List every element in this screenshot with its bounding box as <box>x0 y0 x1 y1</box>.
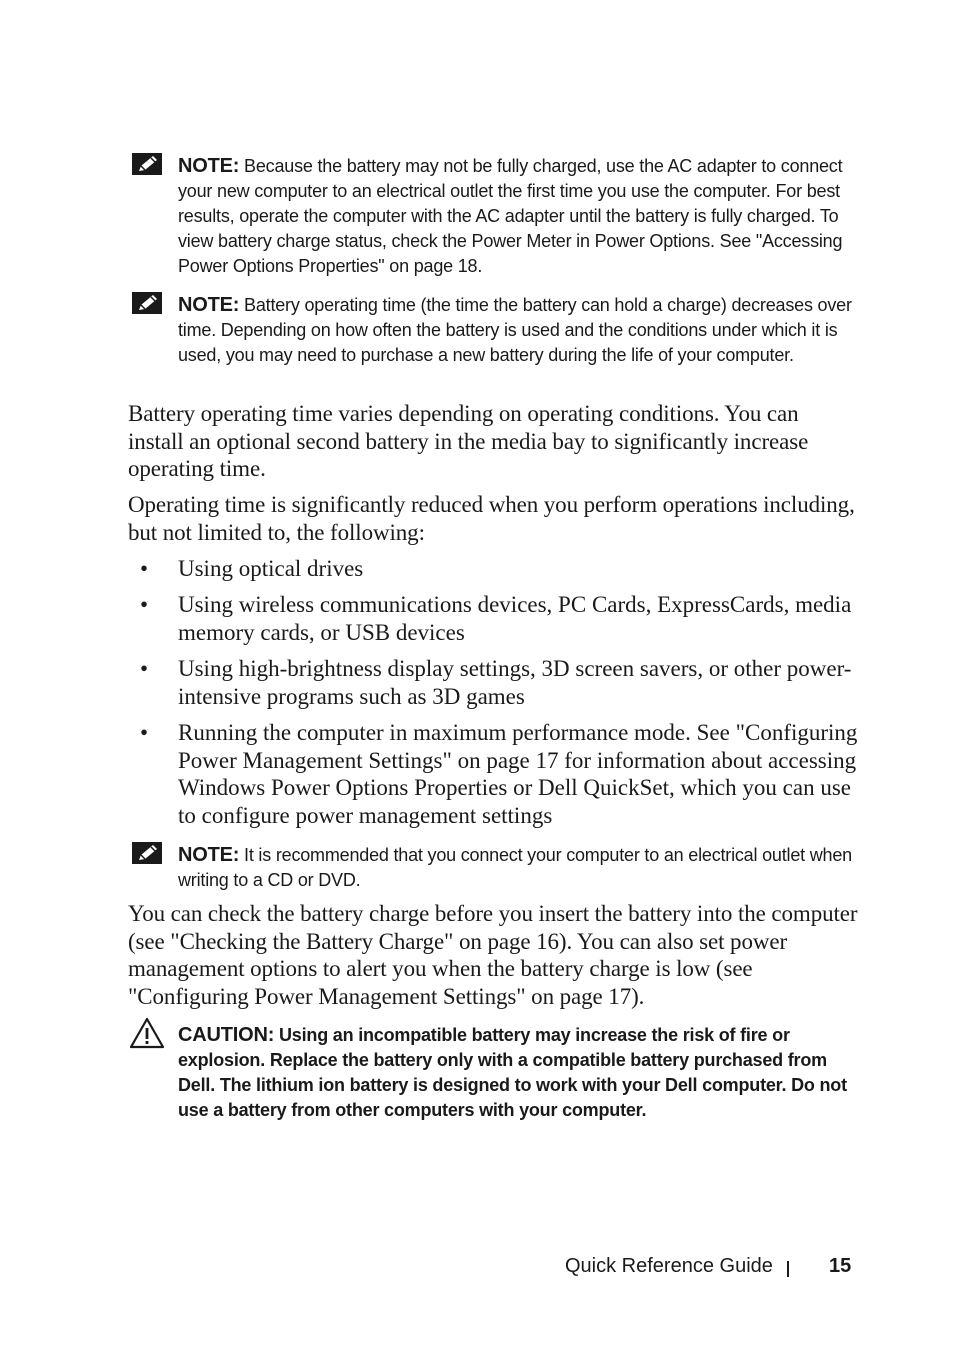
note-text <box>178 293 854 368</box>
list-item-text: Using wireless communications devices, PC Cards, ExpressCards, media memory cards, or USB devices <box>178 592 852 645</box>
footer-separator <box>787 1261 789 1277</box>
page-number: 15 <box>829 1255 852 1277</box>
note-text <box>178 154 854 279</box>
bullet-glyph: • <box>140 656 149 681</box>
note-label: NOTE: <box>178 844 240 866</box>
body-paragraph <box>128 900 858 1010</box>
note-body: Because the battery may not be fully charged, use the AC adapter to connect your new computer to an electrical outlet the first time you use the computer. For best results, operate the computer with the AC adapter until the battery is fully charged. To view battery charge status, check the Power Meter in Power Options. See "Accessing Power Options Properties" on page 18. <box>178 156 843 276</box>
note-pencil-icon <box>131 291 163 315</box>
paragraph-text: Battery operating time varies depending on operating conditions. You can install an optional second battery in the media bay to significantly increase operating time. <box>128 401 809 481</box>
caution-triangle-icon <box>129 1017 165 1049</box>
bullet-glyph: • <box>140 592 149 617</box>
paragraph-text: You can check the battery charge before you insert the battery into the computer (see "Checking the Battery Charge" on page 16). You can also set power management options to alert you when the battery charge is low (see "Configuring Power Management Settings" on page 17). <box>128 901 858 1009</box>
bullet-glyph: • <box>140 720 149 745</box>
note-label: NOTE: <box>178 155 240 177</box>
caution-body: Using an incompatible battery may increase the risk of fire or explosion. Replace the battery only with a compatible battery purchased from Dell. The lithium ion battery is designed to work with your Dell computer. Do not use a battery from other computers with your computer. <box>178 1025 847 1120</box>
note-text <box>178 843 854 893</box>
footer-title: Quick Reference Guide <box>565 1255 773 1277</box>
paragraph-text: Operating time is significantly reduced when you perform operations including, but not limited to, the following: <box>128 492 855 545</box>
list-item-text: Using high-brightness display settings, 3D screen savers, or other power-intensive programs such as 3D games <box>178 656 852 709</box>
body-paragraph <box>128 491 858 546</box>
caution-label: CAUTION: <box>178 1024 275 1046</box>
note-body: Battery operating time (the time the battery can hold a charge) decreases over time. Depending on how often the battery is used and the conditions under which it is used, you may need to purchase a new battery during the life of your computer. <box>178 295 852 365</box>
note-label: NOTE: <box>178 294 240 316</box>
body-paragraph <box>128 400 858 483</box>
caution-text <box>178 1023 854 1123</box>
list-item-text: Running the computer in maximum performance mode. See "Configuring Power Management Settings" on page 17 for information about accessing Windows Power Options Properties or Dell QuickSet, which you can use to configure power management settings <box>178 720 858 828</box>
note-pencil-icon <box>131 152 163 176</box>
note-body: It is recommended that you connect your computer to an electrical outlet when writing to a CD or DVD. <box>178 845 852 890</box>
note-pencil-icon <box>131 841 163 865</box>
list-item-text: Using optical drives <box>178 556 364 581</box>
bullet-glyph: • <box>140 556 149 581</box>
